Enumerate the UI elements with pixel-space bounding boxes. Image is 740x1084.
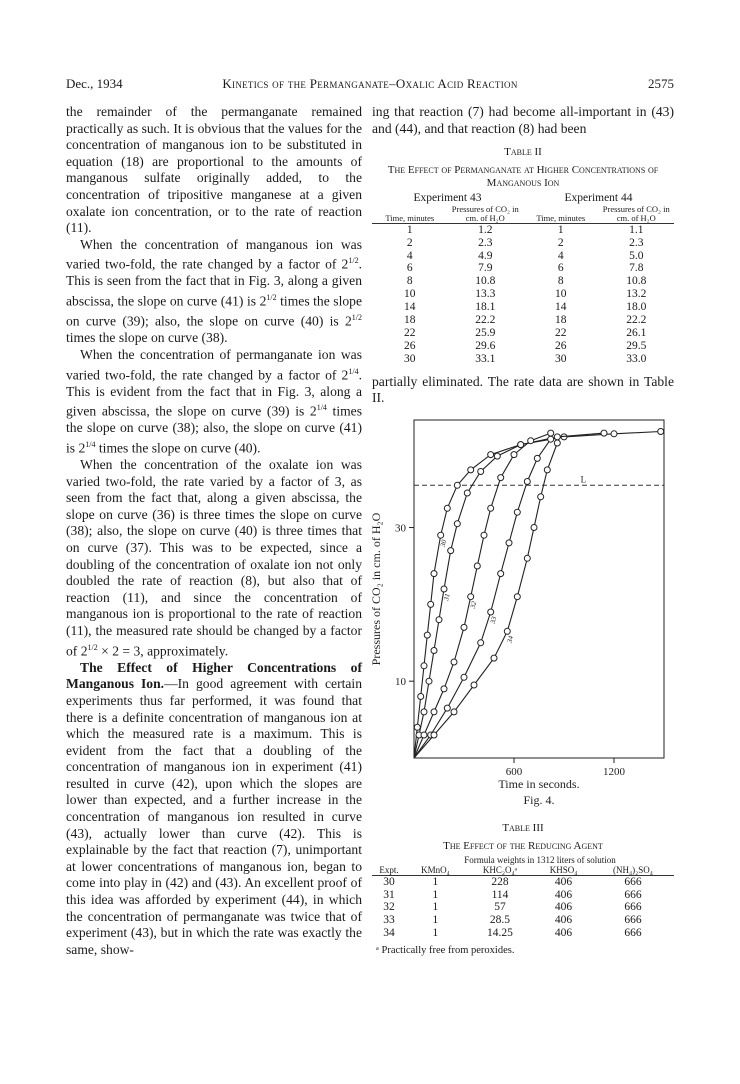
table-cell: 1.2	[478, 223, 493, 236]
table3-col-header: KHSO₄	[549, 864, 578, 875]
series-label: 32	[468, 600, 479, 610]
data-point	[431, 732, 437, 738]
paragraph: partially eliminated. The rate data are shown in Table II.	[372, 373, 674, 406]
table-cell: 26	[555, 339, 567, 352]
data-point	[461, 674, 467, 680]
data-point	[424, 632, 430, 638]
table-cell: 7.9	[478, 262, 493, 275]
data-point	[611, 431, 617, 437]
table-cell: 2	[406, 236, 413, 249]
table-cell: 13.3	[475, 288, 496, 301]
x-tick-label: 600	[505, 766, 523, 778]
table-cell: 29.6	[475, 339, 496, 352]
paragraph: The Effect of Higher Concentrations of Manganous Ion.—In good agreement with certain experiments thus far performed, it was found that there is a definite concentration of manganous ion at which the measured rate is a maximum. This is evident from the fact that a doubling of the concentration of manganous ion in experiment (41) resulted in curve (42), upon which the slopes are lower than expected, and a further increase in the concentration of manganous ion resulted in curve (43), actually lower than curve (42). This is explainable by the fact that reaction (7), unimportant at lower concentrations of manganous ion, began to come into play in (42) and (43). An excellent proof of this idea was afforded by experiment (44), in which the concentration of permanganate was twice that of experiment (43), but in which the rate was exactly the same, show-	[66, 659, 362, 957]
paragraph: When the concentration of permanganate ion was varied two-fold, the rate changed by a factor of $2^{1/4}$. This is evident from the fact that in Fig. 3, along a given abscissa, the slope on curve (39) is $2^{1/4}$ times the slope on curve (38); also, the slope on curve (41) is $2^{1/4}$ times the slope on curve (40).	[66, 346, 362, 456]
table-cell: 1	[432, 875, 439, 888]
data-point	[478, 640, 484, 646]
table-cell: 26	[404, 339, 416, 352]
data-point	[478, 469, 484, 475]
left-column	[66, 104, 362, 958]
table-cell: 18	[404, 314, 416, 327]
right-column	[372, 104, 674, 407]
data-point	[421, 663, 427, 669]
data-point	[468, 467, 474, 473]
data-point	[514, 509, 520, 515]
data-point	[441, 686, 447, 692]
table-cell: 1.1	[629, 223, 644, 236]
table-cell: 18	[555, 314, 567, 327]
table-cell: 666	[624, 914, 642, 927]
table-cell: 666	[624, 927, 642, 940]
table-cell: 18.0	[626, 301, 647, 314]
y-axis-label: Pressures of CO₂ in cm. of H₂O	[369, 512, 383, 666]
table-cell: 14	[555, 301, 567, 314]
table-cell: 14.25	[487, 927, 513, 940]
table-cell: 22	[404, 326, 416, 339]
table3	[372, 855, 674, 941]
data-point	[468, 594, 474, 600]
series-label: 33	[488, 615, 499, 625]
reference-line-label: L	[580, 474, 587, 485]
table-cell: 228	[491, 875, 509, 888]
table-row	[372, 223, 674, 236]
table-cell: 1	[432, 914, 439, 927]
data-point	[414, 724, 420, 730]
table2-number: Table II	[504, 146, 542, 159]
table2-caption: The Effect of Permanganate at Higher Concentrations of Manganous Ion	[387, 163, 659, 189]
table-cell: 18.1	[475, 301, 496, 314]
table3-body	[372, 875, 674, 940]
table3-col-header: Expt.	[379, 864, 399, 875]
data-point	[554, 434, 560, 440]
table-cell: 33.0	[626, 352, 647, 365]
data-point	[421, 709, 427, 715]
table-cell: 30	[383, 875, 395, 888]
table3-footnote: ᵃ Practically free from peroxides.	[376, 945, 515, 957]
table3-col-header: KMnO₄	[421, 864, 450, 875]
table-row	[372, 288, 674, 301]
data-point	[471, 682, 477, 688]
table3-block	[372, 820, 674, 960]
data-point	[531, 525, 537, 531]
table-cell: 8	[406, 275, 413, 288]
data-point	[658, 429, 664, 435]
table-cell: 10	[404, 288, 416, 301]
data-point	[461, 624, 467, 630]
table-row	[372, 889, 674, 902]
table-cell: 1	[557, 223, 564, 236]
data-point	[538, 494, 544, 500]
series-label: 31	[442, 592, 452, 602]
data-point	[554, 440, 560, 446]
table-row	[372, 275, 674, 288]
table-cell: 5.0	[629, 249, 644, 262]
series-label: 30	[438, 538, 449, 548]
table-cell: 1	[432, 901, 439, 914]
data-point	[418, 694, 424, 700]
header-running-title: Kinetics of the Permanganate–Oxalic Acid Reaction	[222, 76, 518, 91]
table-row	[372, 250, 674, 263]
table-cell: 114	[491, 888, 509, 901]
data-point	[421, 732, 427, 738]
data-point	[511, 452, 517, 458]
table2-exp-a: Experiment 43	[413, 191, 482, 204]
table-cell: 6	[557, 262, 564, 275]
table-cell: 7.8	[629, 262, 644, 275]
table-cell: 22	[555, 326, 567, 339]
data-point	[474, 563, 480, 569]
data-point	[441, 586, 447, 592]
data-point	[498, 571, 504, 577]
data-point	[431, 709, 437, 715]
table-cell: 26.1	[626, 326, 647, 339]
data-point	[498, 475, 504, 481]
data-point	[451, 709, 457, 715]
table-cell: 406	[554, 888, 573, 901]
figure-caption: Fig. 4.	[523, 793, 555, 807]
table-cell: 29.5	[626, 339, 647, 352]
section-title: The Effect of Higher Concentrations of Manganous Ion.	[66, 659, 362, 692]
data-point	[431, 571, 437, 577]
table-cell: 4	[406, 249, 413, 262]
table-cell: 31	[383, 888, 395, 901]
data-point	[494, 453, 500, 459]
table-cell: 30	[404, 352, 416, 365]
data-point	[488, 609, 494, 615]
table-row	[372, 237, 674, 250]
table-cell: 10.8	[475, 275, 496, 288]
table2-col-pressure: Pressures of CO₂ in cm. of H₂O	[451, 203, 519, 223]
table-cell: 2	[557, 236, 564, 249]
data-point	[504, 628, 510, 634]
data-point	[454, 482, 460, 488]
table-row	[372, 327, 674, 340]
header-page-number: 2575	[648, 76, 674, 91]
table-cell: 57	[494, 901, 506, 914]
y-tick-label: 30	[395, 522, 406, 535]
table-cell: 406	[554, 901, 573, 914]
y-tick-label: 10	[395, 676, 406, 689]
data-point	[534, 455, 540, 461]
data-point	[428, 601, 434, 607]
x-axis-label: Time in seconds.	[498, 777, 580, 791]
table-cell: 33.1	[475, 352, 496, 365]
table-cell: 666	[624, 888, 642, 901]
table-row	[372, 927, 674, 940]
table2-body	[372, 223, 674, 365]
data-point	[548, 430, 554, 436]
table-row	[372, 340, 674, 353]
data-point	[524, 479, 530, 485]
data-point	[451, 659, 457, 665]
table-cell: 406	[554, 875, 573, 888]
data-point	[488, 452, 494, 458]
paragraph: When the concentration of the oxalate ion was varied two-fold, the rate varied by a factor of 3, as seen from the fact that, along a given abscissa, the slope on curve (36) is three times the slope on curve (38); also, the slope on curve (40) is three times that on curve (37). This was to be expected, since a doubling of the concentration of oxalate ion not only doubled the rate of reaction (8), but also that of reaction (11), and since the concentration of manganous ion is proportional to the rate of reaction (11), the measured rate should be changed by a factor of $2^{1/2} \times 2 = 3$, approximately.	[66, 457, 362, 659]
data-point	[464, 490, 470, 496]
paragraph: ing that reaction (7) had become all-important in (43) and (44), and that reaction (8) had been	[372, 104, 674, 136]
table-cell: 1	[432, 927, 439, 940]
table3-group-header: Formula weights in 1312 liters of solution	[464, 854, 616, 865]
table-cell: 32	[383, 901, 395, 914]
table-cell: 25.9	[475, 326, 496, 339]
figure-4-chart	[369, 406, 674, 807]
table3-number: Table III	[502, 822, 544, 834]
table-cell: 406	[554, 927, 573, 940]
table2	[372, 192, 674, 366]
data-point	[426, 678, 432, 684]
data-point	[444, 705, 450, 711]
table-row	[372, 353, 674, 366]
running-header	[66, 76, 674, 94]
data-point	[601, 430, 607, 436]
table-cell: 406	[554, 914, 573, 927]
table2-col-pressure: Pressures of CO₂ in cm. of H₂O	[602, 203, 670, 223]
table3-caption: The Effect of the Reducing Agent	[443, 839, 603, 852]
x-tick-label: 1200	[603, 766, 625, 778]
table-cell: 10	[555, 288, 567, 301]
data-point	[524, 555, 530, 561]
data-point	[544, 467, 550, 473]
table-cell: 666	[624, 875, 642, 888]
table-row	[372, 914, 674, 927]
table-cell: 22.2	[626, 314, 647, 327]
table-cell: 13.2	[626, 288, 647, 301]
data-point	[431, 648, 437, 654]
data-point	[528, 438, 534, 444]
data-point	[514, 594, 520, 600]
table-cell: 1	[406, 223, 413, 236]
table-row	[372, 262, 674, 275]
table3-col-header: (NH₄)₂SO₄	[613, 864, 653, 875]
table-cell: 666	[624, 901, 642, 914]
table-cell: 4.9	[478, 249, 493, 262]
table3-col-header: KHC₂O₄ᵃ	[482, 864, 518, 875]
table-cell: 28.5	[489, 914, 511, 927]
table-row	[372, 901, 674, 914]
table2-exp-b: Experiment 44	[564, 191, 633, 204]
data-point	[548, 436, 554, 442]
data-point	[448, 548, 454, 554]
data-point	[444, 505, 450, 511]
table-row	[372, 314, 674, 327]
table-cell: 8	[557, 275, 564, 288]
table-cell: 33	[383, 914, 395, 927]
data-point	[491, 655, 497, 661]
data-point	[438, 532, 444, 538]
table-row	[372, 301, 674, 314]
table-row	[372, 875, 674, 888]
data-point	[454, 521, 460, 527]
table-cell: 34	[383, 927, 395, 940]
table-cell: 10.8	[626, 275, 647, 288]
plot-frame	[414, 420, 664, 758]
table-cell: 22.2	[475, 314, 496, 327]
header-date: Dec., 1934	[66, 76, 123, 91]
table2-col-time: Time, minutes	[536, 212, 586, 223]
figure-4	[369, 406, 674, 807]
data-point	[488, 505, 494, 511]
paragraph: When the concentration of manganous ion was varied two-fold, the rate changed by a factor of $2^{1/2}$. This is seen from the fact that in Fig. 3, along a given abscissa, the slope on curve (41) is $2^{1/2}$ times the slope on curve (39); also, the slope on curve (40) is $2^{1/2}$ times the slope on curve (38).	[66, 236, 363, 346]
table-cell: 1	[432, 888, 439, 901]
series-label: 34	[505, 634, 516, 644]
data-point	[481, 532, 487, 538]
table-cell: 2.3	[629, 236, 644, 249]
table-cell: 2.3	[478, 236, 493, 249]
paragraph: the remainder of the permanganate remained practically as such. It is obvious that the values for the concentration of manganous ion to be substituted in equation (18) are proportional to the amounts of manganous sulfate originally added, to the concentration of tripositive manganese at a given oxalate ion concentration, or to the rate of reaction (11).	[66, 104, 362, 236]
data-point	[436, 617, 442, 623]
data-point	[506, 540, 512, 546]
table-cell: 6	[406, 262, 413, 275]
table-cell: 14	[404, 301, 416, 314]
table-cell: 30	[555, 352, 567, 365]
table2-col-time: Time, minutes	[385, 212, 435, 223]
table-cell: 4	[557, 249, 564, 262]
